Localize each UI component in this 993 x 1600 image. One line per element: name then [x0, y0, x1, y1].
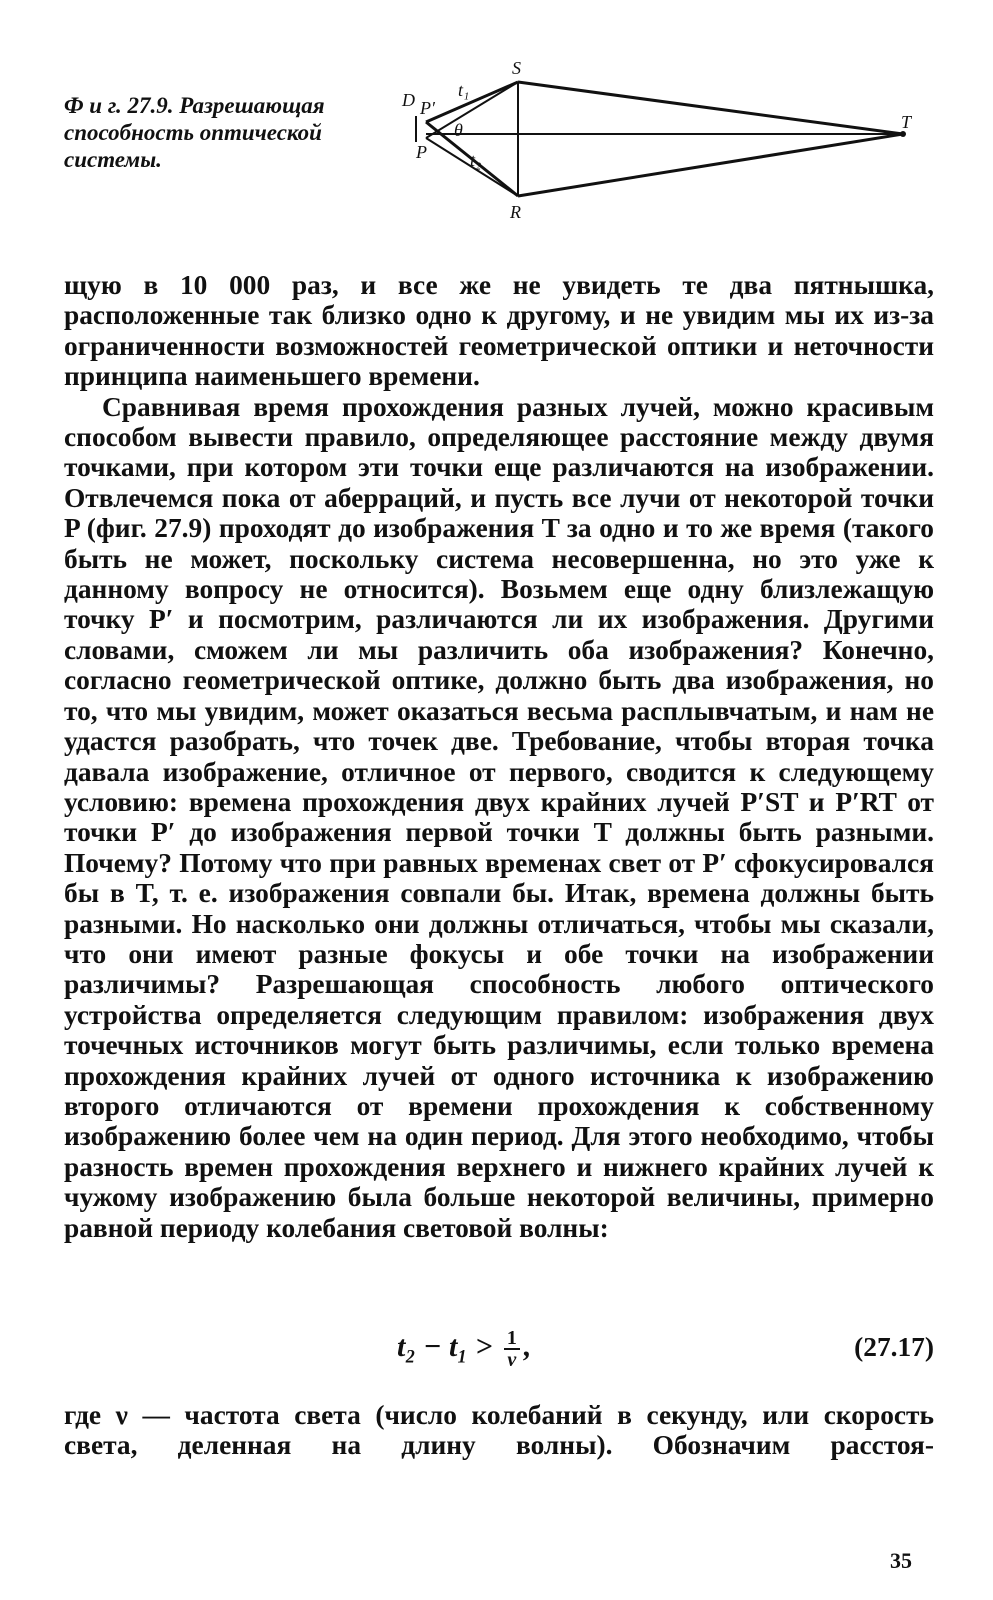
label-t1: t₁: [458, 80, 470, 100]
ray-P-S: [426, 82, 518, 138]
formula-number: (27.17): [854, 1332, 934, 1362]
label-P-prime: P′: [420, 98, 435, 118]
ray-S-T: [518, 82, 903, 134]
label-D: D: [402, 90, 415, 110]
label-T: T: [901, 112, 912, 132]
label-R: R: [510, 202, 521, 222]
paragraph-1: щую в 10 000 раз, и все же не увидеть те два пятнышка, расположенные так близко одно к другому, и не увидим мы их из-за ограниченности возможностей геометрической оптики и неточности принципа наименьшего времени.: [64, 270, 934, 392]
label-P: P: [416, 142, 427, 162]
optical-system-figure: [398, 58, 938, 233]
formula-denominator: ν: [507, 1349, 517, 1371]
formula-27-17: [64, 1320, 934, 1380]
optical-diagram: [398, 58, 938, 233]
label-S: S: [512, 58, 521, 78]
formula-tail: ,: [523, 1329, 532, 1363]
label-theta: θ: [454, 120, 463, 140]
main-text: [64, 270, 934, 1243]
figure-caption-label: Ф и г. 27.9.: [64, 93, 174, 118]
formula-lhs: t₂ − t₁ >: [397, 1329, 493, 1363]
ray-P-prime-S: [426, 82, 518, 122]
after-paragraph: где ν — частота света (число колебаний в секунду, или скорость света, деленная на длину волны). Обозначим расстоя-: [64, 1400, 934, 1461]
label-t2: t₂: [470, 150, 482, 170]
page-number: 35: [890, 1548, 912, 1573]
figure-caption-text: Разрешающая способность оптической системы.: [64, 93, 325, 172]
after-formula-text: [64, 1400, 934, 1461]
formula-expression: [397, 1328, 531, 1370]
figure-caption: [64, 92, 394, 173]
ray-R-T: [518, 134, 903, 196]
paragraph-2: Сравнивая время прохождения разных лучей, можно красивым способом вывести правило, определяющее расстояние между двумя точками, при котором эти точки еще различаются на изображении. Отвлечемся пока от аберраций, и пусть все лучи от некоторой точки P (фиг. 27.9) проходят до изображения T за одно и то же время (такого быть не может, поскольку система несовершенна, но это уже к данному вопросу не относится). Возьмем еще одну близлежащую точку P′ и посмотрим, различаются ли их изображения. Другими словами, сможем ли мы различить оба изображения? Конечно, согласно геометрической оптике, должно быть два изображения, но то, что мы увидим, может оказаться весьма расплывчатым, и нам не удастся разобрать, что точек две. Требование, чтобы вторая точка давала изображение, отличное от первого, сводится к следующему условию: времена прохождения двух крайних лучей P′ST и P′RT от точки P′ до изображения первой точки T должны быть разными. Почему? Потому что при равных временах свет от P′ сфокусировался бы в T, т. е. изображения совпали бы. Итак, времена должны быть разными. Но насколько они должны отличаться, чтобы мы сказали, что они имеют разные фокусы и обе точки на изображении различимы? Разрешающая способность любого оптического устройства определяется следующим правилом: изображения двух точечных источников могут быть различимы, если только времена прохождения крайних лучей от одного источника к изображению второго отличаются от времени прохождения к собственному изображению более чем на один период. Для этого необходимо, чтобы разность времен прохождения верхнего и нижнего крайних лучей к чужому изображению была больше некоторой величины, примерно равной периоду колебания световой волны:: [64, 391, 934, 1243]
formula-numerator: 1: [504, 1328, 520, 1350]
formula-fraction: [504, 1328, 520, 1370]
